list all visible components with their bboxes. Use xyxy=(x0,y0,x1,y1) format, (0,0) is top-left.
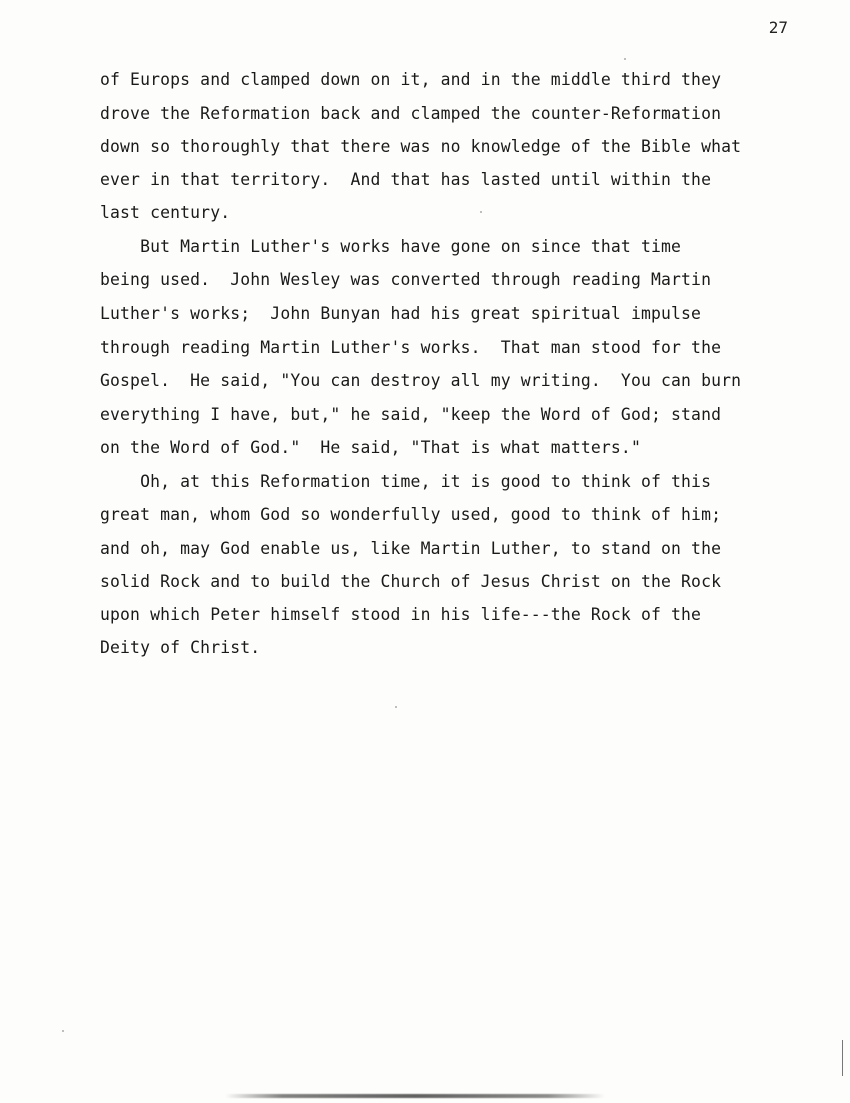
text-line: solid Rock and to build the Church of Jesus Christ on the Rock xyxy=(100,572,722,591)
text-line: drove the Reformation back and clamped the counter-Reformation xyxy=(100,104,722,123)
scan-bottom-smudge xyxy=(225,1094,605,1098)
text-line: on the Word of God." He said, "That is what matters." xyxy=(100,438,641,457)
text-line: ever in that territory. And that has lasted until within the xyxy=(100,170,712,189)
text-line: last century. xyxy=(100,203,231,222)
page-number: 27 xyxy=(768,18,788,37)
text-line: and oh, may God enable us, like Martin Luther, to stand on the xyxy=(100,539,722,558)
scan-speck xyxy=(480,211,482,213)
text-line: of Europs and clamped down on it, and in the middle third they xyxy=(100,70,722,89)
scan-speck xyxy=(395,706,397,708)
text-line: through reading Martin Luther's works. That man stood for the xyxy=(100,338,722,357)
text-line: upon which Peter himself stood in his life---the Rock of the xyxy=(100,605,702,624)
text-line: But Martin Luther's works have gone on since that time xyxy=(100,237,682,256)
text-line: Gospel. He said, "You can destroy all my writing. You can burn xyxy=(100,371,742,390)
text-line: Oh, at this Reformation time, it is good to think of this xyxy=(100,472,712,491)
scan-speck xyxy=(624,58,626,60)
text-line: down so thoroughly that there was no knowledge of the Bible what xyxy=(100,137,742,156)
scan-edge-mark xyxy=(842,1040,843,1076)
text-line: Luther's works; John Bunyan had his great spiritual impulse xyxy=(100,304,702,323)
text-line: being used. John Wesley was converted through reading Martin xyxy=(100,270,712,289)
text-line: Deity of Christ. xyxy=(100,638,261,657)
text-line: great man, whom God so wonderfully used, good to think of him; xyxy=(100,505,722,524)
text-line: everything I have, but," he said, "keep the Word of God; stand xyxy=(100,405,722,424)
scan-speck xyxy=(62,1030,64,1032)
